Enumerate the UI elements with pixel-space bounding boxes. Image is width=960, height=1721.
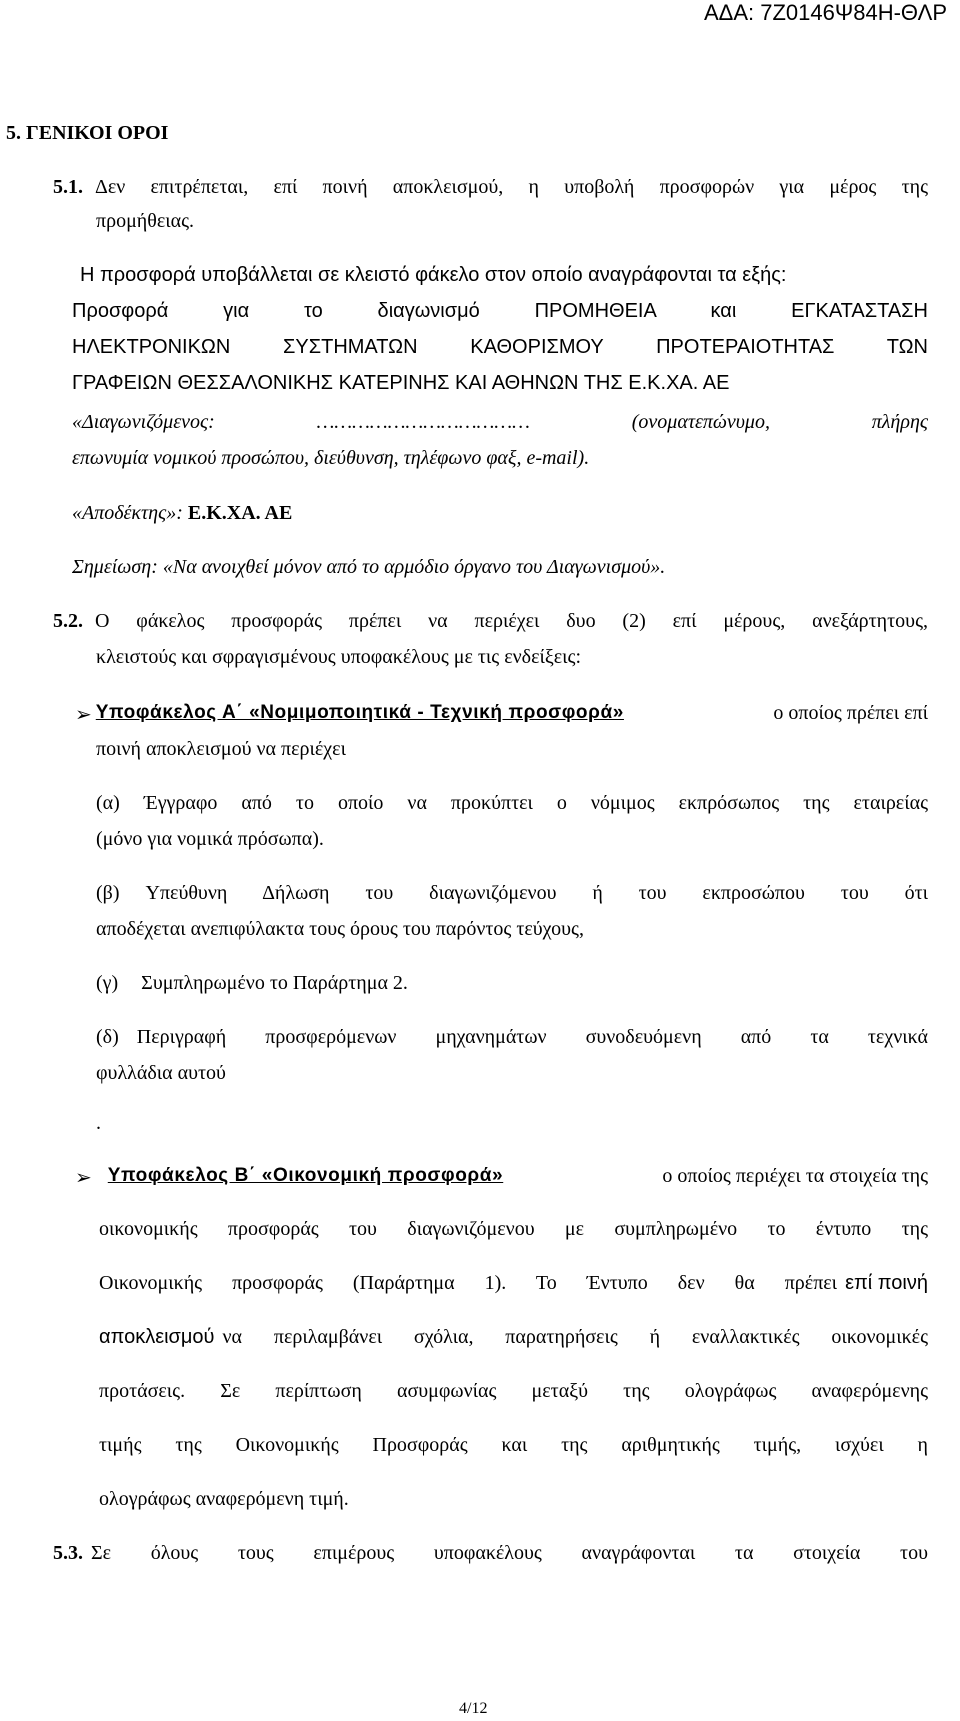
paragraph-5-1-line-2: προμήθειας. [96,210,195,232]
paragraph-5-1-line-1 [53,176,928,199]
paragraph-5-1-number: 5.1. [53,176,83,198]
sub-envelope-b-line-3-text: Οικονομικής προσφοράς (Παράρτημα 1). Το Έντυπο δεν θα πρέπει [99,1272,838,1294]
item-b-text: Υπεύθυνη Δήλωση του διαγωνιζόμενου ή του εκπροσώπου του ότι [145,882,928,904]
item-b-label: (β) [96,882,120,904]
note-line: Σημείωση: «Να ανοιχθεί μόνον από το αρμόδιο όργανο του Διαγωνισμού». [72,556,666,578]
sub-envelope-b-line-3-emphasis: επί ποινή [845,1272,928,1294]
sub-envelope-a-line-1 [75,702,928,727]
item-d-line-1 [96,1026,928,1049]
paragraph-5-3-number: 5.3. [53,1542,83,1564]
item-b-line-1 [96,882,928,905]
sub-envelope-b-line-2: οικονομικής προσφοράς του διαγωνιζόμενου με συμπληρωμένο το έντυπο της [99,1218,928,1240]
sub-envelope-b-line-6: τιμής της Οικονομικής Προσφοράς και της αριθμητικής τιμής, ισχύει η [99,1434,928,1456]
header-ada-code: ΑΔΑ: 7Ζ0146Ψ84Η-ΘΛΡ [703,0,947,25]
item-c-text: Συμπληρωμένο το Παράρτημα 2. [141,972,408,994]
item-a-line-1 [96,792,928,815]
sub-envelope-b-line-4-emphasis: αποκλεισμού [99,1326,215,1348]
envelope-line-4: ΓΡΑΦΕΙΩΝ ΘΕΣΣΑΛΟΝΙΚΗΣ ΚΑΤΕΡΙΝΗΣ ΚΑΙ ΑΘΗΝΩΝ ΤΗΣ Ε.Κ.ΧΑ. ΑΕ [72,372,730,394]
bidder-hint-2: πλήρης [871,411,928,433]
item-d-line-2: φυλλάδια αυτού [96,1062,226,1084]
item-a-text: Έγγραφο από το οποίο να προκύπτει ο νόμιμος εκπρόσωπος της εταιρείας [143,792,928,814]
item-a-label: (α) [96,792,120,814]
bidder-line-2: επωνυμία νομικού προσώπου, διεύθυνση, τηλέφωνο φαξ, e-mail). [72,447,590,469]
sub-envelope-b-line-3 [99,1272,928,1295]
envelope-line-3: ΗΛΕΚΤΡΟΝΙΚΩΝ ΣΥΣΤΗΜΑΤΩΝ ΚΑΘΟΡΙΣΜΟΥ ΠΡΟΤΕΡΑΙΟΤΗΤΑΣ ΤΩΝ [72,336,928,358]
paragraph-5-2-line-2: κλειστούς και σφραγισμένους υποφακέλους με τις ενδείξεις: [96,646,582,668]
bidder-dots: ……………………………… [316,411,530,433]
stray-dot: . [96,1112,101,1134]
sub-envelope-b-line-4-text: να περιλαμβάνει σχόλια, παρατηρήσεις ή εναλλακτικές οικονομικές [222,1326,928,1348]
item-c-line [96,972,408,995]
item-b-line-2: αποδέχεται ανεπιφύλακτα τους όρους του παρόντος τεύχους, [96,918,584,940]
sub-envelope-a-line-2: ποινή αποκλεισμού να περιέχει [96,738,346,760]
page-number: 4/12 [459,1700,488,1717]
section-5-title: 5. ΓΕΝΙΚΟΙ ΟΡΟΙ [6,122,169,144]
sub-envelope-b-line-1 [75,1165,928,1190]
sub-envelope-b-line-5: προτάσεις. Σε περίπτωση ασυμφωνίας μεταξύ της ολογράφως αναφερόμενης [99,1380,928,1402]
item-c-label: (γ) [96,972,119,994]
item-d-text: Περιγραφή προσφερόμενων μηχανημάτων συνοδευόμενη από τα τεχνικά [136,1026,928,1048]
item-a-line-2: (μόνο για νομικά πρόσωπα). [96,828,324,850]
item-d-label: (δ) [96,1026,119,1048]
paragraph-5-2-line-1 [53,610,928,633]
sub-envelope-b-title: Υποφάκελος Β΄ «Οικονομική προσφορά» [107,1165,504,1186]
bidder-label: «Διαγωνιζόμενος: [72,411,215,433]
recipient-value: Ε.Κ.ΧΑ. ΑΕ [187,502,293,524]
arrowhead-bullet-icon: ➢ [75,704,92,726]
bidder-hint-1: (ονοματεπώνυμο, [631,411,770,433]
sub-envelope-b-text: ο οποίος περιέχει τα στοιχεία της [662,1165,928,1187]
envelope-line-2: Προσφορά για το διαγωνισμό ΠΡΟΜΗΘΕΙΑ και ΕΓΚΑΤΑΣΤΑΣΗ [72,300,928,322]
arrowhead-bullet-icon: ➢ [75,1167,92,1189]
paragraph-5-2-text: Ο φάκελος προσφοράς πρέπει να περιέχει δυο (2) επί μέρους, ανεξάρτητους, [95,610,928,632]
recipient-label: «Αποδέκτης»: [72,502,183,524]
envelope-line-1: Η προσφορά υποβάλλεται σε κλειστό φάκελο στον οποίο αναγράφονται τα εξής: [80,264,787,286]
paragraph-5-3-text: Σε όλους τους επιμέρους υποφακέλους αναγράφονται τα στοιχεία του [91,1542,928,1564]
recipient-line [72,502,292,525]
paragraph-5-2-number: 5.2. [53,610,83,632]
sub-envelope-a-title: Υποφάκελος Α΄ «Νομιμοποιητικά - Τεχνική προσφορά» [95,702,624,723]
paragraph-5-1-text: Δεν επιτρέπεται, επί ποινή αποκλεισμού, η υποβολή προσφορών για μέρος της [95,176,928,198]
bidder-line-1 [72,411,928,434]
paragraph-5-3-line-1 [53,1542,928,1565]
sub-envelope-a-text: ο οποίος πρέπει επί [773,702,928,724]
sub-envelope-b-line-4 [99,1326,928,1349]
sub-envelope-b-line-7: ολογράφως αναφερόμενη τιμή. [99,1488,349,1510]
